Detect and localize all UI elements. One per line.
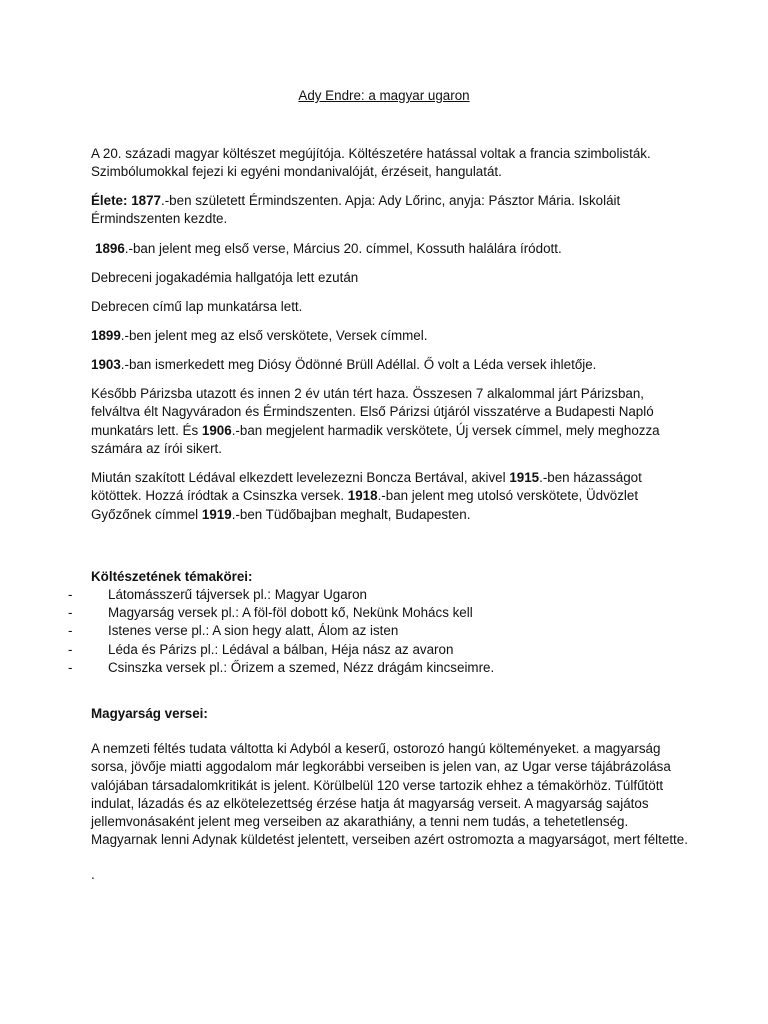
paris-paragraph: [91, 385, 691, 458]
debrecen-lap-paragraph: Debrecen című lap munkatársa lett.: [91, 299, 303, 314]
topics-list: [0, 586, 700, 677]
list-item-text: Látomásszerű tájversek pl.: Magyar Ugaron: [108, 587, 367, 602]
list-item: [0, 604, 700, 622]
list-item-text: Magyarság versek pl.: A föl-föl dobott kő, Nekünk Mohács kell: [108, 605, 473, 621]
elete-paragraph: [91, 192, 691, 229]
leda-year-1918: 1918: [347, 488, 378, 504]
elete-year: 1877: [131, 193, 161, 208]
intro-paragraph: A 20. századi magyar költészet megújítója. Költészetére hatással voltak a francia szimbolisták. Szimbólumokkal fejezi ki egyéni mondanivalóját, érzéseit, hangulatát.: [91, 146, 651, 180]
leda-post: .-ben Tüdőbajban meghalt, Budapesten.: [231, 506, 471, 522]
paris-post: .-ban megjelent harmadik verskötete, Új versek címmel, mely meghozza számára az írói sikert.: [91, 422, 660, 456]
list-dash: -: [68, 641, 73, 657]
topics-heading: Költészetének témakörei:: [91, 569, 253, 584]
elete-label: Élete:: [91, 193, 128, 208]
end-dot: .: [91, 867, 95, 882]
document-title: Ady Endre: a magyar ugaron: [298, 88, 470, 103]
elete-text: .-ben született Érmindszenten. Apja: Ady Lőrinc, anyja: Pásztor Mária. Iskoláit Érmindszenten kezdte.: [91, 193, 621, 227]
p1896-text: .-ban jelent meg első verse, Március 20. címmel, Kossuth halálára íródott.: [124, 241, 562, 256]
p1896-year: 1896: [95, 241, 125, 256]
p1903-text: .-ban ismerkedett meg Diósy Ödönné Brüll Adéllal. Ő volt a Léda versek ihletője.: [120, 357, 597, 372]
leda-year-1915: 1915: [509, 470, 540, 485]
magyarsag-heading: Magyarság versei:: [91, 706, 208, 721]
list-item-text: Csinszka versek pl.: Őrizem a szemed, Nézz drágám kincseimre.: [108, 659, 495, 675]
leda-year-1919: 1919: [201, 506, 232, 522]
leda-paragraph: [91, 469, 691, 524]
list-dash: -: [68, 659, 73, 675]
list-dash: -: [68, 587, 73, 602]
magyarsag-paragraph: A nemzeti féltés tudata váltotta ki Adyból a keserű, ostorozó hangú költeményeket. a magyarság sorsa, jövője miatti aggodalom már legkorábbi verseiben is jelen van, az Ugar verse tájábrázolása valójában társadalomkritikát is jelent. Körülbelül 120 verse tartozik ehhez a témakörhöz. Túlfűtött indulat, lázadás és az elkötelezettség érzése hatja át magyarság verseit. A magyarság sajátos jellemvonásaként jelent meg verseiben az akarathiány, a tenni nem tudás, a tehetetlenség. Magyarnak lenni Adynak küldetést jelentett, verseiben azért ostromozta a magyarságot, mert féltette.: [91, 741, 688, 848]
list-item: [0, 641, 700, 659]
leda-mid2: .-ban jelent meg utolsó verskötete, Üdvözlet Győzőnek címmel: [91, 488, 639, 522]
p1903-year: 1903: [91, 357, 121, 372]
leda-mid1: .-ben házasságot kötöttek. Hozzá íródtak a Csinszka versek.: [91, 470, 642, 504]
list-item: [0, 622, 700, 640]
list-item-text: Istenes verse pl.: A sion hegy alatt, Álom az isten: [108, 623, 399, 639]
list-dash: -: [68, 605, 73, 621]
leda-pre: Miután szakított Lédával elkezdett levelezezni Boncza Bertával, akivel: [91, 470, 510, 485]
list-item: [0, 586, 700, 604]
p1899-year: 1899: [91, 328, 121, 343]
p1903-paragraph: [91, 356, 691, 374]
list-dash: -: [68, 623, 73, 639]
p1899-text: .-ben jelent meg az első verskötete, Versek címmel.: [120, 328, 428, 343]
paris-pre: Később Párizsba utazott és innen 2 év után tért haza. Összesen 7 alkalommal járt Párizsban, felváltva élt Nagyváradon és Érmindszenten. Első Párizsi útjáról visszatérve a Budapesti Napló munkatárs lett. És: [91, 386, 654, 438]
p1899-paragraph: [91, 327, 691, 345]
list-item-text: Léda és Párizs pl.: Lédával a bálban, Héja nász az avaron: [108, 641, 454, 657]
debreceni-paragraph: Debreceni jogakadémia hallgatója lett ezután: [91, 270, 359, 285]
list-item: [0, 659, 700, 677]
p1896-paragraph: [95, 240, 695, 258]
paris-year: 1906: [201, 422, 232, 438]
